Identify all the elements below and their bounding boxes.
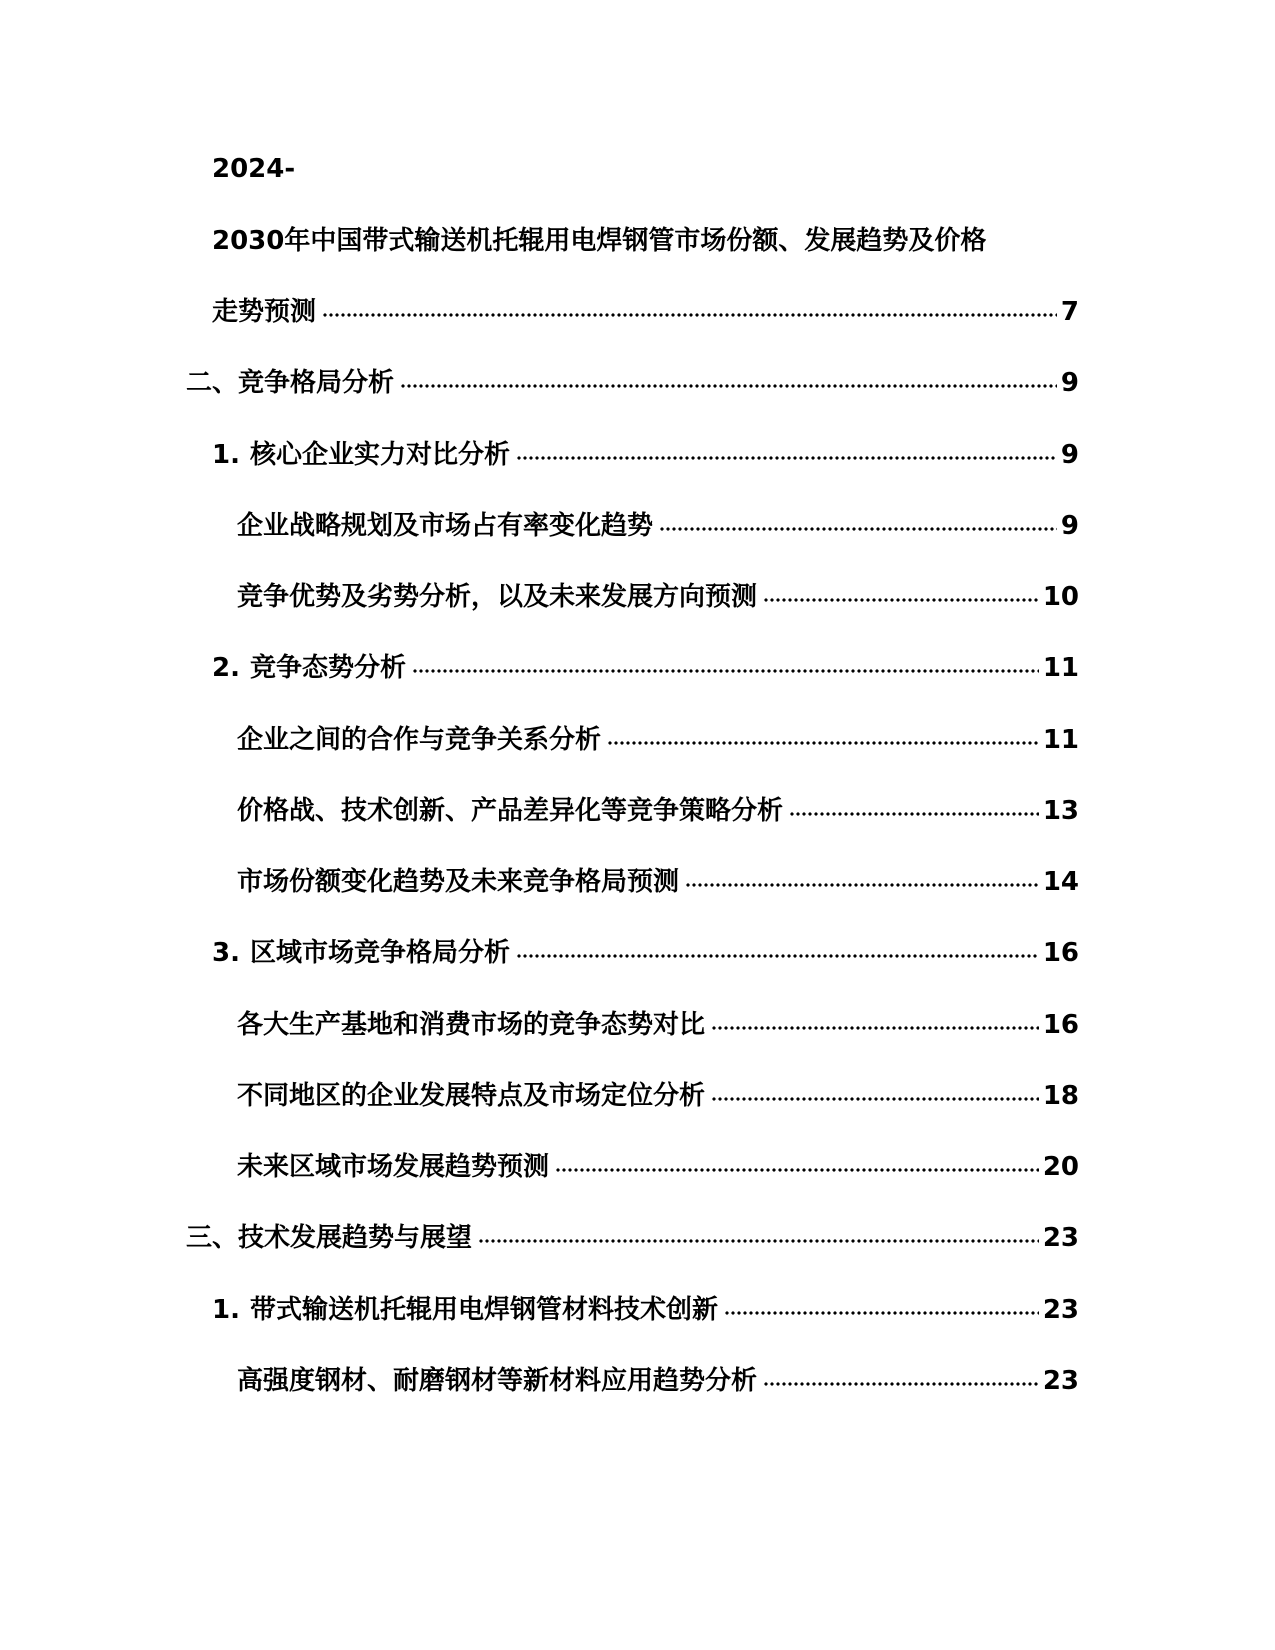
toc-entry-title: 价格战、技术创新、产品差异化等竞争策略分析: [237, 796, 784, 826]
toc-dot-leader: [711, 1095, 1039, 1103]
toc-page-number: 20: [1042, 1152, 1079, 1182]
toc-entry-2-3[interactable]: [212, 935, 1079, 971]
toc-page-number: 23: [1042, 1366, 1079, 1396]
toc-page-number: 11: [1042, 725, 1079, 755]
toc-page-number: 18: [1042, 1081, 1079, 1111]
toc-entry-2-2-a[interactable]: [237, 722, 1079, 758]
toc-dot-leader: [711, 1024, 1039, 1032]
toc-page-number: 13: [1042, 796, 1079, 826]
toc-dot-leader: [555, 1166, 1039, 1174]
toc-page-number: 23: [1042, 1295, 1079, 1325]
toc-dot-leader: [400, 382, 1057, 390]
toc-page-number: 23: [1042, 1223, 1079, 1253]
toc-entry-title: 竞争态势分析: [249, 653, 406, 683]
toc-page-number: 9: [1060, 511, 1079, 541]
toc-page-number: 9: [1060, 440, 1079, 470]
toc-entry-number: 1.: [212, 1295, 240, 1325]
toc-entry-section-2[interactable]: [186, 365, 1079, 401]
toc-dot-leader: [516, 454, 1057, 462]
toc-entry-number: 2.: [212, 653, 240, 683]
toc-entry-title: 企业战略规划及市场占有率变化趋势: [237, 511, 654, 541]
toc-entry-title: 区域市场竞争格局分析: [249, 938, 510, 968]
toc-dot-leader: [607, 739, 1039, 747]
toc-entry-number: 3.: [212, 938, 240, 968]
toc-title-line-2: 2030年中国带式输送机托辊用电焊钢管市场份额、发展趋势及价格: [212, 226, 987, 256]
toc-dot-leader: [412, 667, 1039, 675]
toc-page-number: 16: [1042, 1010, 1079, 1040]
toc-entry-2-1-b[interactable]: [237, 579, 1079, 615]
toc-dot-leader: [516, 952, 1039, 960]
toc-entry-2-1[interactable]: [212, 437, 1079, 473]
toc-dot-leader: [685, 881, 1039, 889]
toc-dot-leader: [789, 810, 1039, 818]
toc-entry-title: 带式输送机托辊用电焊钢管材料技术创新: [249, 1295, 718, 1325]
toc-dot-leader: [322, 311, 1057, 319]
toc-entry-title: 核心企业实力对比分析: [249, 440, 510, 470]
toc-page-number: 9: [1060, 368, 1079, 398]
toc-entry-title: 二、竞争格局分析: [186, 368, 395, 398]
toc-entry-report-title[interactable]: [212, 294, 1079, 330]
toc-dot-leader: [724, 1309, 1039, 1317]
toc-entry-number: 1.: [212, 440, 240, 470]
toc-page-number: 7: [1060, 297, 1079, 327]
toc-entry-2-3-b[interactable]: [237, 1078, 1079, 1114]
toc-entry-3-1-a[interactable]: [237, 1363, 1079, 1399]
toc-entry-title: 未来区域市场发展趋势预测: [237, 1152, 550, 1182]
toc-entry-title: 企业之间的合作与竞争关系分析: [237, 725, 602, 755]
toc-entry-2-2-b[interactable]: [237, 793, 1079, 829]
toc-entry-3-1[interactable]: [212, 1292, 1079, 1328]
toc-entry-title: 不同地区的企业发展特点及市场定位分析: [237, 1081, 706, 1111]
toc-entry-title: 竞争优势及劣势分析，以及未来发展方向预测: [237, 582, 758, 612]
toc-entry-title: 三、技术发展趋势与展望: [186, 1223, 473, 1253]
toc-entry-title: 走势预测: [212, 297, 317, 327]
toc-page-number: 16: [1042, 938, 1079, 968]
toc-entry-title: 市场份额变化趋势及未来竞争格局预测: [237, 867, 680, 897]
toc-page-number: 10: [1042, 582, 1079, 612]
toc-entry-2-2[interactable]: [212, 650, 1079, 686]
toc-dot-leader: [478, 1237, 1039, 1245]
toc-title-line-1: 2024-: [212, 154, 296, 184]
toc-entry-2-2-c[interactable]: [237, 864, 1079, 900]
toc-entry-title: 各大生产基地和消费市场的竞争态势对比: [237, 1010, 706, 1040]
toc-dot-leader: [659, 525, 1057, 533]
toc-page-number: 11: [1042, 653, 1079, 683]
toc-entry-2-1-a[interactable]: [237, 508, 1079, 544]
toc-dot-leader: [763, 1380, 1039, 1388]
toc-entry-2-3-c[interactable]: [237, 1149, 1079, 1185]
toc-entry-title: 高强度钢材、耐磨钢材等新材料应用趋势分析: [237, 1366, 758, 1396]
toc-entry-2-3-a[interactable]: [237, 1007, 1079, 1043]
toc-page-number: 14: [1042, 867, 1079, 897]
toc-entry-section-3[interactable]: [186, 1220, 1079, 1256]
toc-dot-leader: [763, 596, 1039, 604]
